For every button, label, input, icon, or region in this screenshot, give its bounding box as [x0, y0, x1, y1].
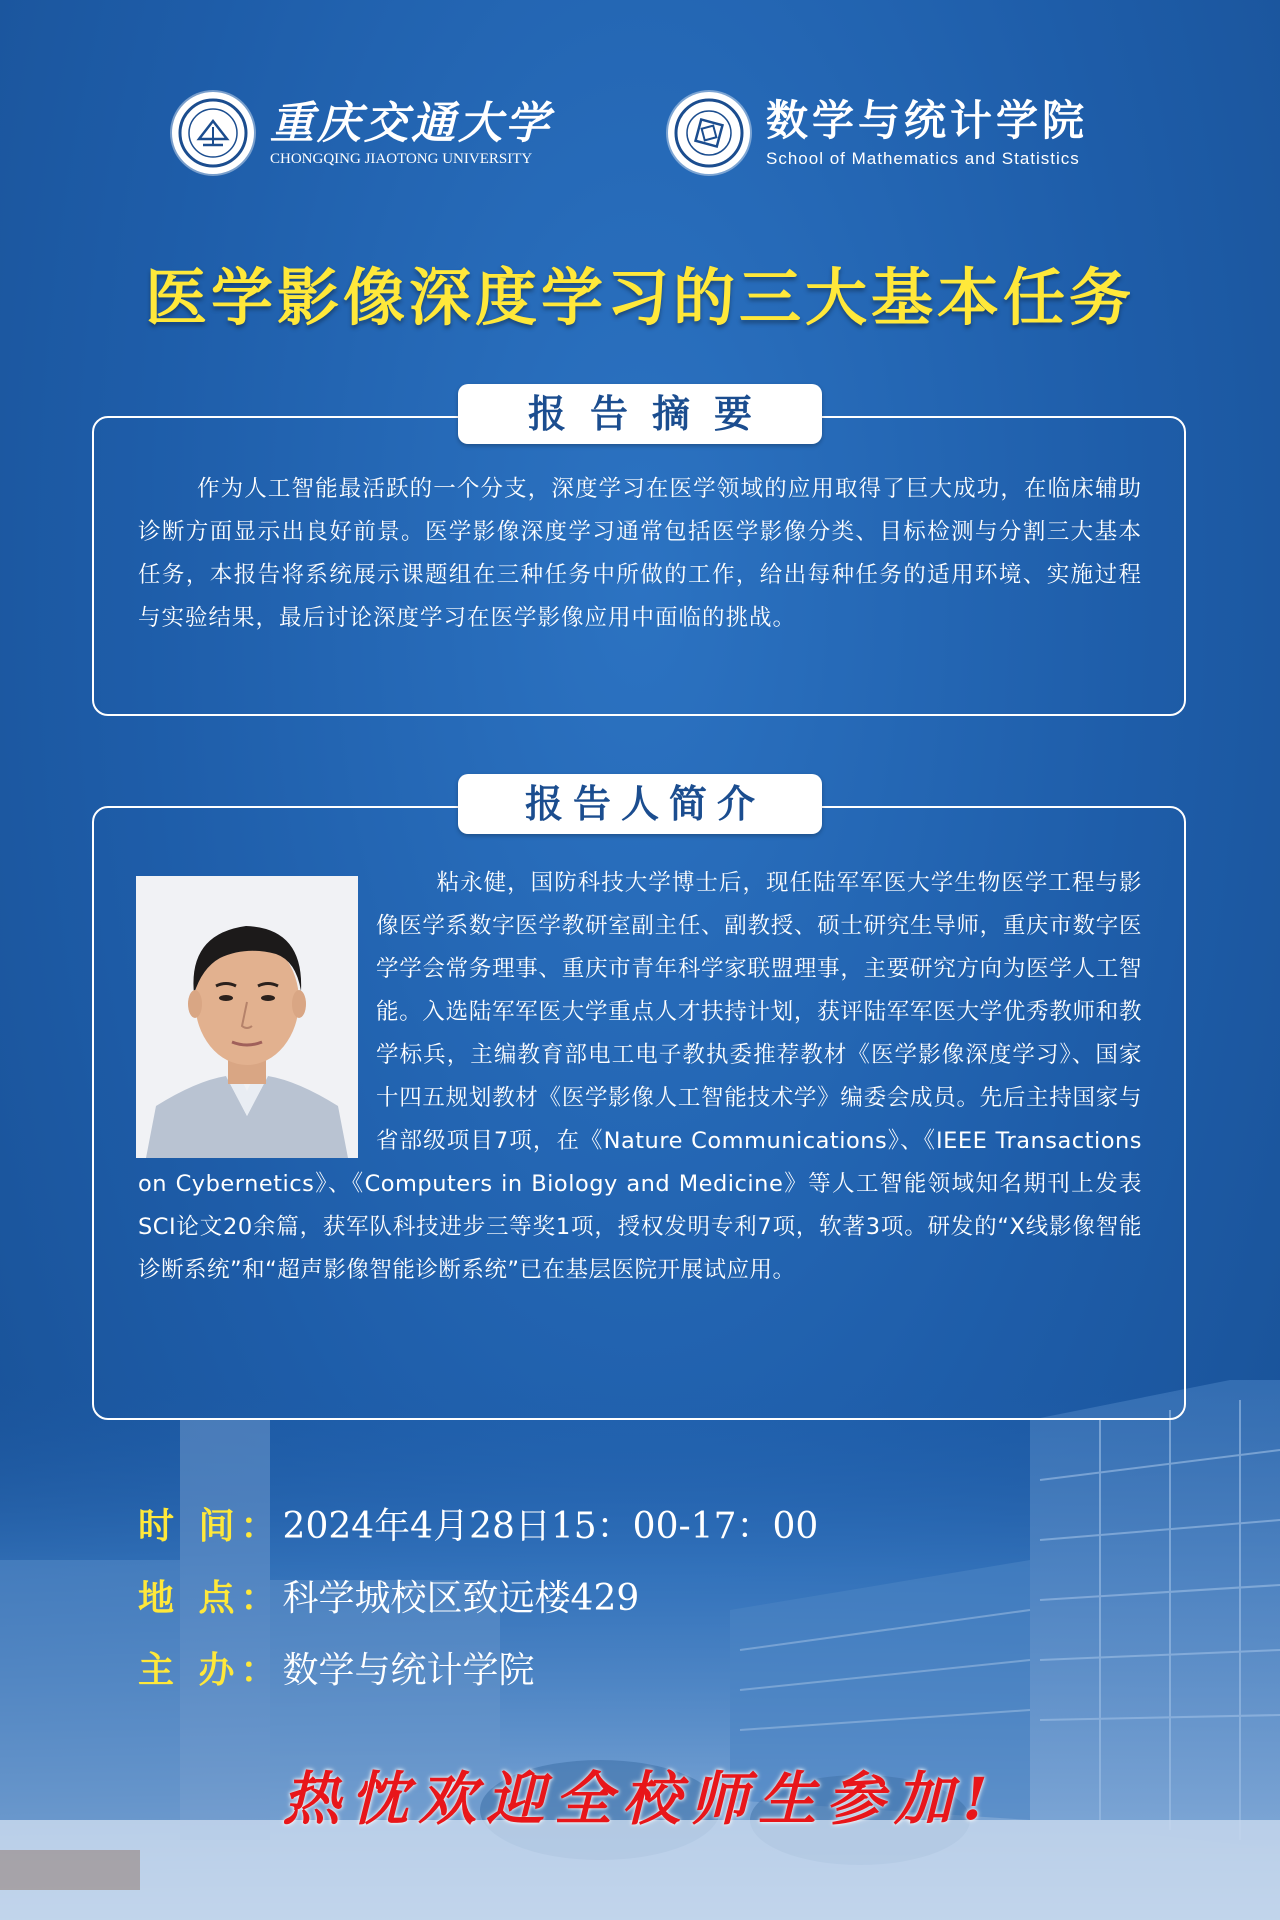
event-time [138, 1498, 818, 1549]
place-label: 地 点： [138, 1578, 283, 1619]
speaker-label: 报告人简介 [458, 774, 822, 834]
speaker-bio [138, 862, 1142, 1292]
host-value: 数学与统计学院 [282, 1650, 535, 1691]
abstract-text: 作为人工智能最活跃的一个分支，深度学习在医学领域的应用取得了巨大成功，在临床辅助诊断方面显示出良好前景。医学影像深度学习通常包括医学影像分类、目标检测与分割三大基本任务，本报告将系统展示课题组在三种任务中所做的工作，给出每种任务的适用环境、实施过程与实验结果，最后讨论深度学习在医学影像应用中面临的挑战。 [138, 476, 1142, 631]
school-logo [668, 92, 1088, 174]
event-host [138, 1642, 535, 1693]
school-seal-icon [668, 92, 750, 174]
university-name-cn: 重庆交通大学 [270, 97, 552, 149]
place-value: 科学城校区致远楼429 [282, 1578, 640, 1619]
abstract-label: 报告摘要 [458, 384, 822, 444]
speaker-bio-text: 粘永健，国防科技大学博士后，现任陆军军医大学生物医学工程与影像医学系数字医学教研室副主任、副教授、硕士研究生导师，重庆市数字医学学会常务理事、重庆市青年科学家联盟理事，主要研究方向为医学人工智能。入选陆军军医大学重点人才扶持计划，获评陆军军医大学优秀教师和教学标兵，主编教育部电工电子教执委推荐教材《医学影像深度学习》、国家十四五规划教材《医学影像人工智能技术学》编委会成员。先后主持国家与省部级项目7项，在《Nature Communications》、《IEEE Transactions on Cybernetics》、《Computers in Biology and Medicine》等人工智能领域知名期刊上发表SCI论文20余篇，获军队科技进步三等奖1项，授权发明专利7项，软著3项。研发的“X线影像智能诊断系统”和“超声影像智能诊断系统”已在基层医院开展试应用。 [138, 870, 1142, 1283]
university-seal-icon [172, 92, 254, 174]
poster-title: 医学影像深度学习的三大基本任务 [144, 261, 1135, 334]
university-name-en: CHONGQING JIAOTONG UNIVERSITY [270, 150, 533, 167]
time-value: 2024年4月28日15：00-17：00 [282, 1506, 819, 1547]
school-name-en: School of Mathematics and Statistics [766, 149, 1080, 168]
welcome-slogan: 热忱欢迎全校师生参加! [282, 1765, 998, 1833]
school-name-cn: 数学与统计学院 [766, 96, 1089, 145]
event-place [138, 1570, 639, 1621]
host-label: 主 办： [138, 1650, 283, 1691]
university-logo [172, 92, 552, 174]
time-label: 时 间： [138, 1506, 283, 1547]
